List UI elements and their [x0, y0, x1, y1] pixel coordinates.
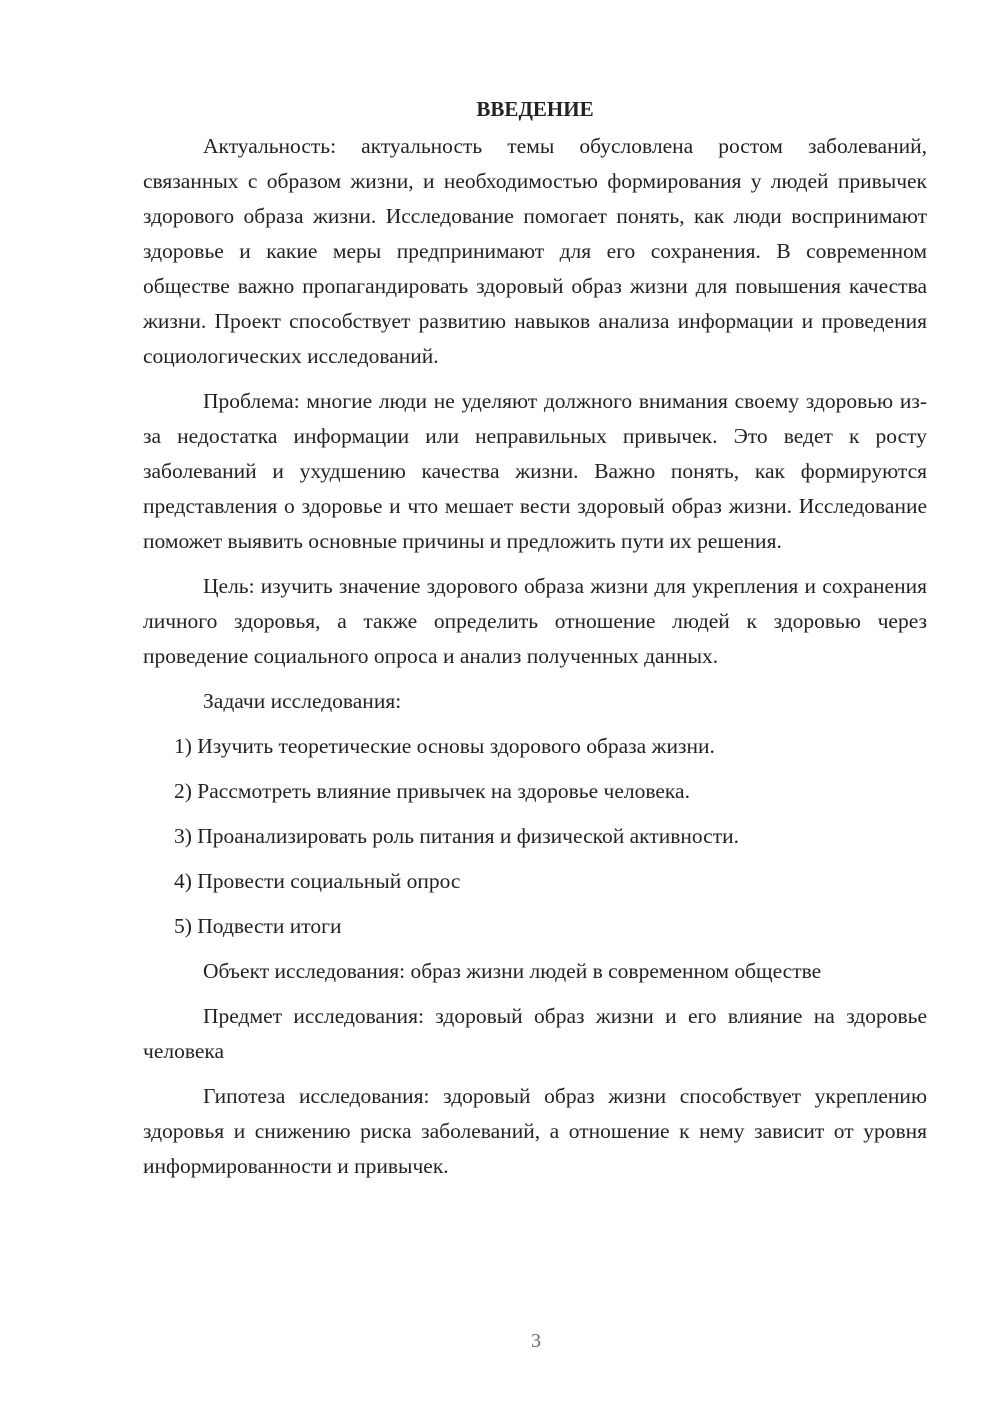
hypothesis-paragraph: Гипотеза исследования: здоровый образ жизни способствует укреплению здоровья и снижению риска заболеваний, а отношение к нему зависит от уровня информированности и привычек.: [143, 1084, 927, 1178]
problem-paragraph: Проблема: многие люди не уделяют должного внимания своему здоровью из-за недостатка информации или неправильных привычек. Это ведет к росту заболеваний и ухудшению качества жизни. Важно понять, как формируются представления о здоровье и что мешает вести здоровый образ жизни. Исследование поможет выявить основные причины и предложить пути их решения.: [143, 389, 927, 553]
page-number: 3: [531, 1330, 541, 1352]
object-paragraph: Объект исследования: образ жизни людей в современном обществе: [203, 959, 822, 983]
page-content: [143, 92, 927, 1194]
task-item: 5) Подвести итоги: [174, 914, 342, 938]
section-title: ВВЕДЕНИЕ: [476, 97, 594, 121]
subject-paragraph: Предмет исследования: здоровый образ жизни и его влияние на здоровье человека: [143, 1004, 927, 1063]
task-item: 3) Проанализировать роль питания и физической активности.: [174, 824, 739, 848]
task-item: 4) Провести социальный опрос: [174, 869, 461, 893]
goal-paragraph: Цель: изучить значение здорового образа жизни для укрепления и сохранения личного здоровья, а также определить отношение людей к здоровью через проведение социального опроса и анализ полученных данных.: [143, 574, 927, 668]
tasks-heading: Задачи исследования:: [203, 689, 402, 713]
tasks-list: [143, 729, 927, 944]
relevance-paragraph: Актуальность: актуальность темы обусловлена ростом заболеваний, связанных с образом жизни, и необходимостью формирования у людей привычек здорового образа жизни. Исследование помогает понять, как люди воспринимают здоровье и какие меры предпринимают для его сохранения. В современном обществе важно пропагандировать здоровый образ жизни для повышения качества жизни. Проект способствует развитию навыков анализа информации и проведения социологических исследований.: [143, 134, 927, 368]
task-item: 1) Изучить теоретические основы здорового образа жизни.: [174, 734, 715, 758]
task-item: 2) Рассмотреть влияние привычек на здоровье человека.: [174, 779, 690, 803]
